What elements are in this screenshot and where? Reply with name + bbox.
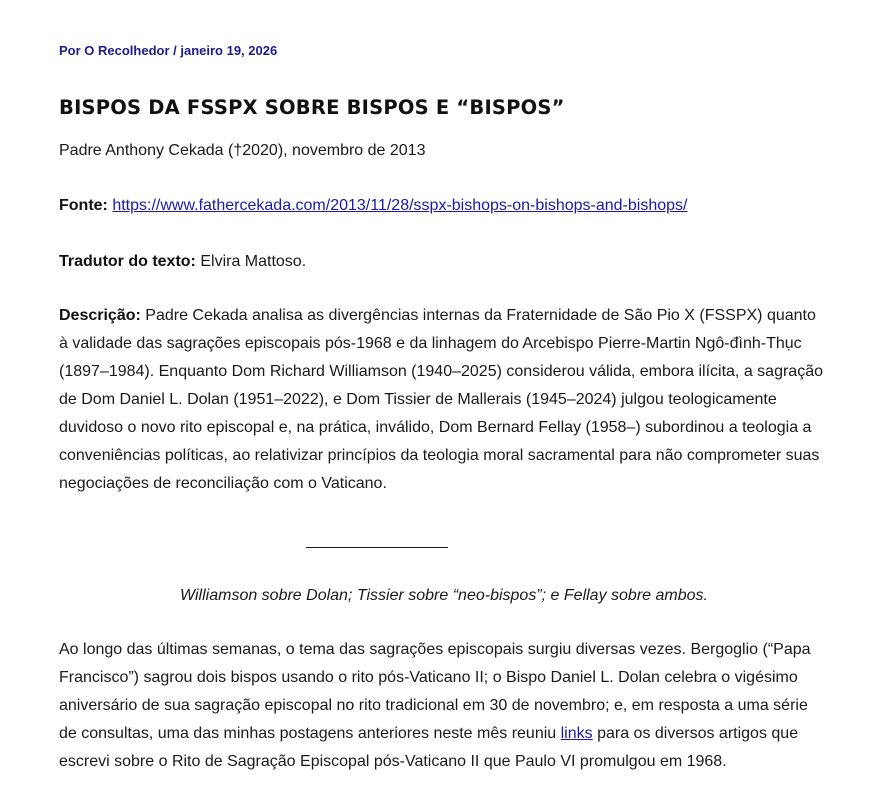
source-label: Fonte: (59, 197, 108, 214)
translator-paragraph (59, 248, 829, 276)
body-text-end: para os diversos artigos que escrevi sobre o Rito de Sagração Episcopal pós-Vaticano II que Paulo VI promulgou em 1968. (59, 725, 799, 770)
post-title: BISPOS DA FSSPX SOBRE BISPOS E “BISPOS” (59, 96, 565, 119)
author-line: Padre Anthony Cekada (†2020), novembro de 2013 (59, 142, 426, 159)
post-byline: Por O Recolhedor / janeiro 19, 2026 (59, 43, 278, 58)
body-text-start: Ao longo das últimas semanas, o tema das sagrações episcopais surgiu diversas vezes. Bergoglio (“Papa Francisco”) sagrou dois bispos usando o rito pós-Vaticano II; o Bispo Daniel L. Dolan celebra o vigésimo aniversário de sua sagração episcopal no rito tradicional em 30 de novembro; e, em resposta a uma série de consultas, uma das minhas postagens anteriores neste mês reuniu (59, 641, 811, 742)
section-divider (306, 547, 448, 548)
translator-label: Tradutor do texto: (59, 253, 196, 270)
description-paragraph (59, 302, 829, 498)
source-link[interactable]: https://www.fathercekada.com/2013/11/28/sspx-bishops-on-bishops-and-bishops/ (112, 197, 688, 214)
links-link[interactable]: links (560, 725, 593, 742)
description-label: Descrição: (59, 307, 141, 324)
italic-caption: Williamson sobre Dolan; Tissier sobre “neo-bispos”; e Fellay sobre ambos. (180, 587, 708, 604)
body-paragraph (59, 636, 829, 776)
source-paragraph (59, 192, 829, 220)
translator-name: Elvira Mattoso. (195, 253, 307, 270)
description-text: Padre Cekada analisa as divergências internas da Fraternidade de São Pio X (FSSPX) quanto à validade das sagrações episcopais pós-1968 e da linhagem do Arcebispo Pierre-Martin Ngô-đình-Thục (1897–1984). Enquanto Dom Richard Williamson (1940–2025) considerou válida, embora ilícita, a sagração de Dom Daniel L. Dolan (1951–2022), e Dom Tissier de Mallerais (1945–2024) julgou teologicamente duvidoso o novo rito episcopal e, na prática, inválido, Dom Bernard Fellay (1958–) subordinou a teologia a conveniências políticas, ao relativizar princípios da teologia moral sacramental para não comprometer suas negociações de reconciliação com o Vaticano. (59, 307, 823, 492)
